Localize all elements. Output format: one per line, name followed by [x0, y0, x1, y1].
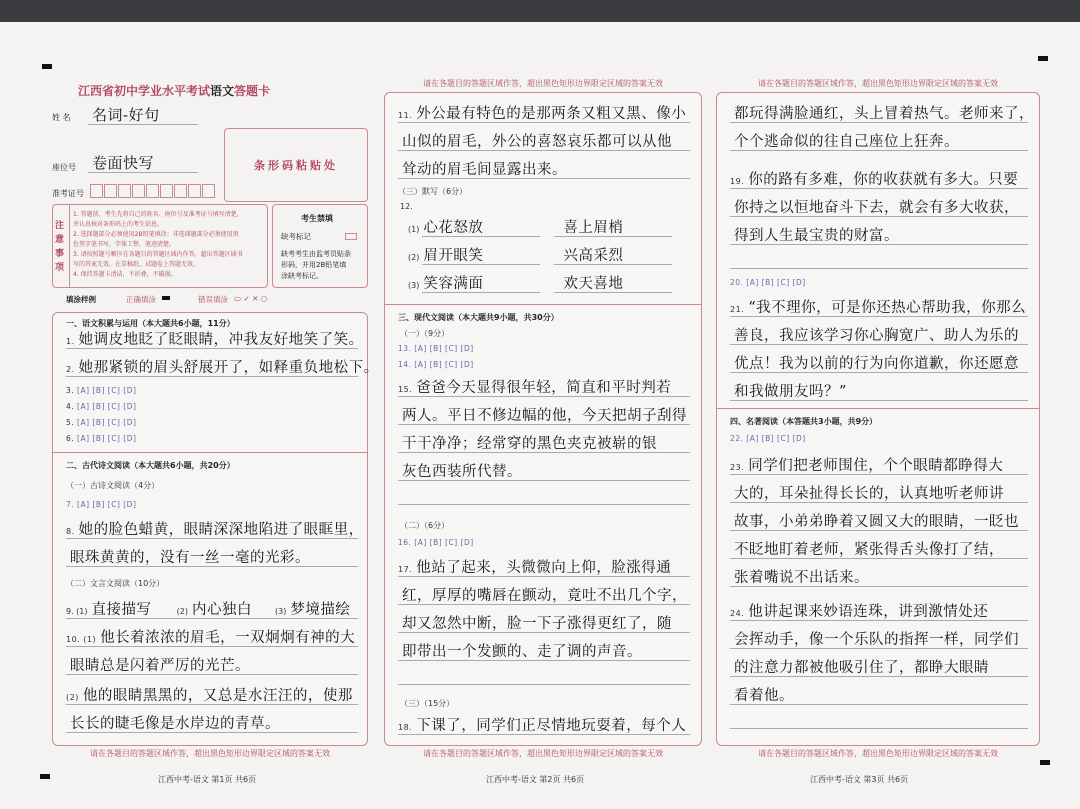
- answer-sheet: [0, 22, 1080, 809]
- absent-mark-label: 缺考标记: [281, 232, 311, 241]
- notice-label: 注意事项: [55, 221, 65, 273]
- q12-label: 12.: [400, 202, 413, 211]
- seat-label: 座位号: [52, 163, 76, 172]
- q16-options[interactable]: 16. [A] [B] [C] [D]: [398, 538, 474, 547]
- q3-options[interactable]: 3. [A] [B] [C] [D]: [66, 386, 137, 395]
- sheet-title: 江西省初中学业水平考试语文答题卡: [78, 84, 271, 98]
- q12-answer-1[interactable]: (1) 心花怒放 喜上眉梢: [408, 220, 624, 236]
- q23-answer-line4[interactable]: 不眨地盯着老师，紧张得舌头像打了结，: [734, 542, 1004, 558]
- q8-answer-line1[interactable]: 8. 她的脸色蜡黄，眼睛深深地陷进了眼眶里，: [66, 522, 364, 538]
- q24-answer-line3[interactable]: 的注意力都被他吸引住了，都睁大眼睛: [734, 660, 989, 676]
- q13-options[interactable]: 13. [A] [B] [C] [D]: [398, 344, 474, 353]
- section-2-title: 二、古代诗文阅读（本大题共6小题，共20分）: [66, 461, 235, 470]
- section-1-title: 一、语文积累与运用（本大题共6小题，11分）: [66, 319, 235, 328]
- exam-no-label: 准考证号: [52, 189, 84, 198]
- absent-mark-box[interactable]: [345, 233, 357, 240]
- q10-answer-line2[interactable]: 眼睛总是闪着严厉的光芒。: [70, 658, 250, 674]
- q21-answer-line4[interactable]: 和我做朋友吗？”: [734, 384, 847, 400]
- q15-answer-line4[interactable]: 灰色西装所代替。: [402, 464, 522, 480]
- q2-answer[interactable]: 2. 她那紧锁的眉头舒展开了，如释重负地松下。: [66, 360, 379, 376]
- q23-answer-line3[interactable]: 故事，小弟弟睁着又圆又大的眼睛，一眨也: [734, 514, 1019, 530]
- q21-answer-line2[interactable]: 善良，我应该学习你心胸宽广、助人为乐的: [734, 328, 1019, 344]
- notice-text: 1. 答题前，考生先将自己的姓名、座位号及准考证号填写清楚， 并认真核对条形码上的考生信息。 2. 选择题部分必须使用2B铅笔填涂；非选择题部分必须使用黑 色签字笔书写，字体工整、笔迹清楚。 3. 请按照题号顺序在各题目的答题区域内作答，超出答题区域书 写的答案无效，在草稿纸、试题卷上答题无效。 4. 保持答题卡清洁，不折叠，不破损。: [73, 211, 243, 278]
- q19-answer-line1[interactable]: 19. 你的路有多难，你的收获就有多大。只要: [730, 172, 1019, 188]
- page-2-warning-top: 请在各题目的答题区域作答，超出黑色矩形边界限定区域的答案无效: [423, 79, 663, 88]
- section-4-title: 四、名著阅读（本答题共3小题，共9分）: [730, 417, 878, 426]
- page-3-warning-bottom: 请在各题目的答题区域作答，超出黑色矩形边界限定区域的答案无效: [758, 749, 998, 758]
- q15-answer-line3[interactable]: 干干净净；经常穿的黑色夹克被崭的银: [402, 436, 657, 452]
- q23-answer-line1[interactable]: 23. 同学们把老师围住，个个眼睛都睁得大: [730, 458, 1004, 474]
- subsection-dictation: （三）默写（6分）: [398, 187, 468, 196]
- page-1-footer: 江西中考-语文 第1页 共6页: [158, 775, 257, 784]
- page-2-footer: 江西中考-语文 第2页 共6页: [486, 775, 585, 784]
- section-3-title: 三、现代文阅读（本大题共9小题，共30分）: [398, 313, 559, 322]
- q18-answer-line1[interactable]: 18. 下课了，同学们正尽情地玩耍着，每个人: [398, 718, 687, 734]
- q10-answer-line1[interactable]: 10. (1) 他长着浓浓的眉毛，一双炯炯有神的大: [66, 630, 356, 646]
- subsection-poetry: （一）古诗文阅读（4分）: [66, 481, 160, 490]
- q4-options[interactable]: 4. [A] [B] [C] [D]: [66, 402, 137, 411]
- name-label: 姓 名: [52, 113, 71, 122]
- q23-answer-line2[interactable]: 大的，耳朵扯得长长的，认真地听老师讲: [734, 486, 1004, 502]
- q6-options[interactable]: 6. [A] [B] [C] [D]: [66, 434, 137, 443]
- subsection-modern-2: （二）（6分）: [400, 521, 450, 530]
- q19-answer-line2[interactable]: 你持之以恒地奋斗下去，就会有多大收获，: [734, 200, 1019, 216]
- page-2-warning-bottom: 请在各题目的答题区域作答，超出黑色矩形边界限定区域的答案无效: [423, 749, 663, 758]
- alignment-mark: [40, 774, 50, 779]
- q17-answer-line3[interactable]: 却又忽然中断，脸一下子涨得更红了，随: [402, 616, 672, 632]
- barcode-area: 条形码粘贴处: [224, 128, 368, 202]
- q14-options[interactable]: 14. [A] [B] [C] [D]: [398, 360, 474, 369]
- name-field[interactable]: 名词-好句: [92, 106, 160, 124]
- subsection-modern-3: （三）（15分）: [400, 699, 455, 708]
- seat-field[interactable]: 卷面快写: [92, 154, 155, 172]
- q20-options[interactable]: 20. [A] [B] [C] [D]: [730, 278, 806, 287]
- page-3-warning-top: 请在各题目的答题区域作答，超出黑色矩形边界限定区域的答案无效: [758, 79, 998, 88]
- q11-answer-line2[interactable]: 山似的眉毛，外公的喜怒哀乐都可以从他: [402, 134, 672, 150]
- q7-options[interactable]: 7. [A] [B] [C] [D]: [66, 500, 137, 509]
- alignment-mark: [1038, 56, 1048, 61]
- q24-answer-line1[interactable]: 24. 他讲起课来妙语连珠，讲到激情处还: [730, 604, 989, 620]
- q24-answer-line2[interactable]: 会挥动手，像一个乐队的指挥一样，同学们: [734, 632, 1019, 648]
- alignment-mark: [1040, 760, 1050, 765]
- q12-answer-2[interactable]: (2) 眉开眼笑 兴高采烈: [408, 248, 624, 264]
- q17-answer-line2[interactable]: 红，厚厚的嘴唇在颤动，竟吐不出几个字，: [402, 588, 687, 604]
- q5-options[interactable]: 5. [A] [B] [C] [D]: [66, 418, 137, 427]
- q17-answer-line4[interactable]: 即带出一个发颤的、走了调的声音。: [402, 644, 642, 660]
- q9-answers[interactable]: 9. (1) 直接描写 (2) 内心独白 (3) 梦境描绘: [66, 602, 351, 618]
- q10-answer-line3[interactable]: (2) 他的眼睛黑黑的，又总是水汪汪的，使那: [66, 688, 353, 704]
- fill-sample: 填涂样例 正确填涂 错误填涂 ▭ ✓ ✕ ○: [66, 294, 268, 304]
- q24-answer-line4[interactable]: 看着他。: [734, 688, 794, 704]
- q18-answer-line2[interactable]: 都玩得满脸通红，头上冒着热气。老师来了，: [734, 106, 1034, 122]
- exam-no-boxes[interactable]: [90, 184, 216, 198]
- notice-box: [52, 204, 268, 288]
- q19-answer-line3[interactable]: 得到人生最宝贵的财富。: [734, 228, 899, 244]
- q10-answer-line4[interactable]: 长长的睫毛像是水岸边的青草。: [70, 716, 280, 732]
- subsection-classical: （二）文言文阅读（10分）: [66, 579, 165, 588]
- q18-answer-line3[interactable]: 个个逃命似的往自己座位上狂奔。: [734, 134, 959, 150]
- q15-answer-line1[interactable]: 15. 爸爸今天显得很年轻，简直和平时判若: [398, 380, 672, 396]
- q21-answer-line1[interactable]: 21. “我不理你，可是你还热心帮助我，你那么: [730, 300, 1027, 316]
- q12-answer-3[interactable]: (3) 笑容满面 欢天喜地: [408, 276, 624, 292]
- page-3-footer: 江西中考-语文 第3页 共6页: [810, 775, 909, 784]
- q23-answer-line5[interactable]: 张着嘴说不出话来。: [734, 570, 869, 586]
- q1-answer[interactable]: 1. 她调皮地眨了眨眼睛，冲我友好地笑了笑。: [66, 332, 364, 348]
- forbid-title: 考生禁填: [301, 214, 333, 223]
- q22-options[interactable]: 22. [A] [B] [C] [D]: [730, 434, 806, 443]
- alignment-mark: [42, 64, 52, 69]
- page-1-warning: 请在各题目的答题区域作答，超出黑色矩形边界限定区域的答案无效: [90, 749, 330, 758]
- q11-answer-line3[interactable]: 耸动的眉毛间显露出来。: [402, 162, 567, 178]
- subsection-modern-1: （一）（9分）: [400, 329, 450, 338]
- q21-answer-line3[interactable]: 优点！我为以前的行为向你道歉，你还愿意: [734, 356, 1019, 372]
- q11-answer-line1[interactable]: 11. 外公最有特色的是那两条又粗又黑、像小: [398, 106, 687, 122]
- q17-answer-line1[interactable]: 17. 他站了起来，头微微向上仰，脸涨得通: [398, 560, 672, 576]
- forbid-box: 考生禁填 缺考标记 缺考考生由监考员贴条 形码，并用2B铅笔填 涂缺考标记。: [272, 204, 368, 288]
- q15-answer-line2[interactable]: 两人。平日不修边幅的他，今天把胡子刮得: [402, 408, 687, 424]
- q8-answer-line2[interactable]: 眼珠黄黄的，没有一丝一毫的光彩。: [70, 550, 310, 566]
